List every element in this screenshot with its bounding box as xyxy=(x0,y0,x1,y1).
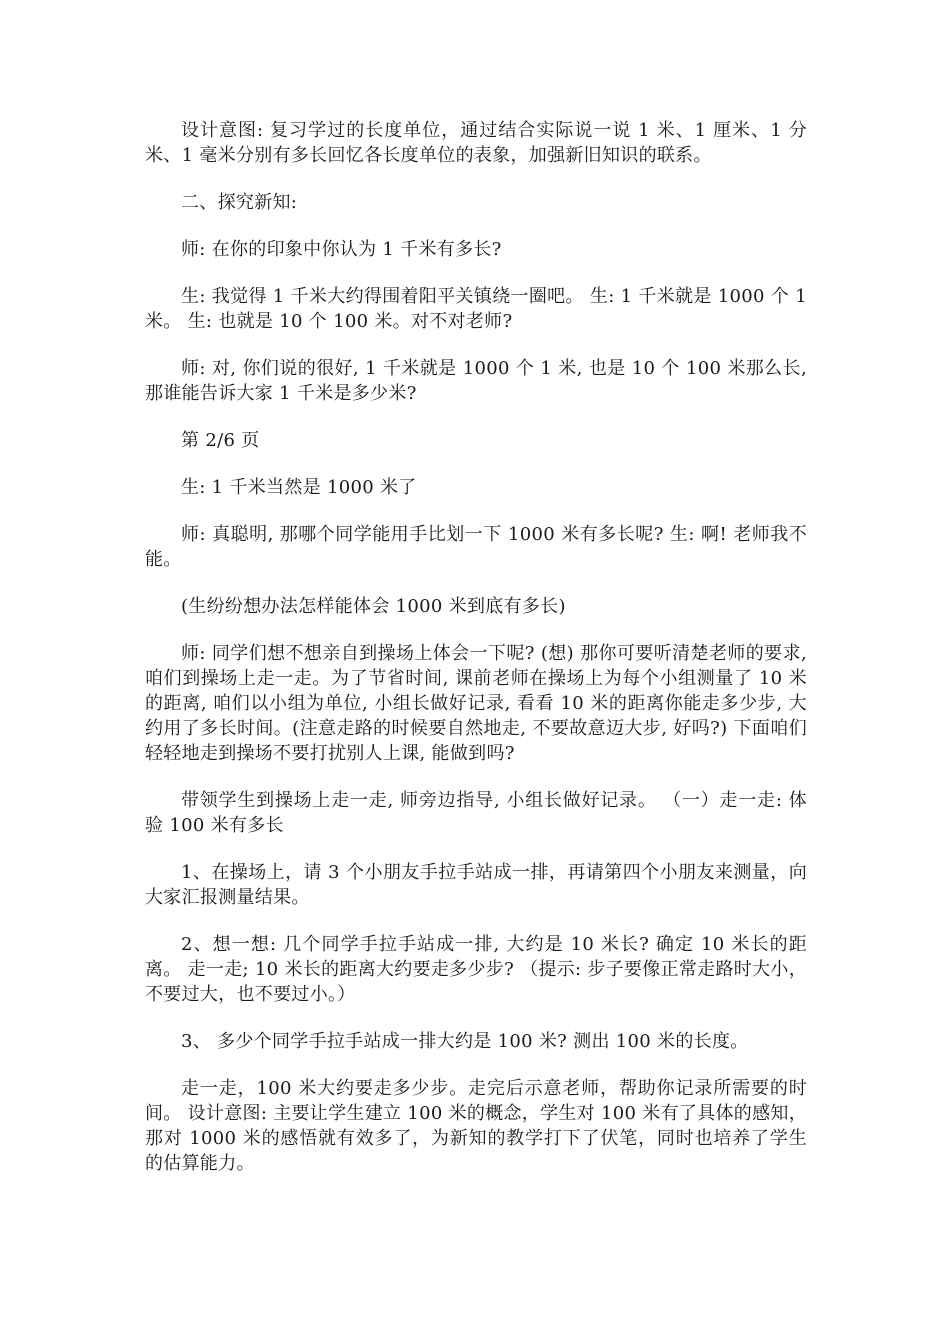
list-item-step-3: 3、 多少个同学手拉手站成一排大约是 100 米? 测出 100 米的长度。 xyxy=(181,1031,749,1052)
paragraph-students-think: (生纷纷想办法怎样能体会 1000 米到底有多长) xyxy=(181,596,566,617)
paragraph-teacher-question: 师: 在你的印象中你认为 1 千米有多长? xyxy=(181,239,502,260)
list-item-step-1: 1、在操场上，请 3 个小朋友手拉手站成一排，再请第四个小朋友来测量，向大家汇报测量结果。 xyxy=(145,862,807,908)
paragraph-lead-students: 带领学生到操场上走一走, 师旁边指导, 小组长做好记录。 （一）走一走: 体验 100 米有多长 xyxy=(145,790,807,836)
document-page xyxy=(145,118,807,1198)
paragraph-design-intent-review: 设计意图: 复习学过的长度单位，通过结合实际说一说 1 米、1 厘米、1 分米、1 毫米分别有多长回忆各长度单位的表象，加强新旧知识的联系。 xyxy=(145,120,807,166)
paragraph-playground-instructions: 师: 同学们想不想亲自到操场上体会一下呢? (想) 那你可要听清楚老师的要求, 咱们到操场上走一走。为了节省时间, 课前老师在操场上为每个小组测量了 10 米的距离, 咱们以小组为单位, 小组长做好记录, 看看 10 米的距离你能走多少步, 大约用了多长时间。(注意走路的时候要自然地走, 不要故意迈大步, 好吗?) 下面咱们轻轻地走到操场不要打扰别人上课, 能做到吗? xyxy=(145,643,807,764)
paragraph-teacher-response: 师: 对, 你们说的很好, 1 千米就是 1000 个 1 米, 也是 10 个 100 米那么长, 那谁能告诉大家 1 千米是多少米? xyxy=(145,358,807,404)
paragraph-teacher-gesture: 师: 真聪明, 那哪个同学能用手比划一下 1000 米有多长呢? 生: 啊! 老师我不能。 xyxy=(145,524,807,570)
page-number-marker: 第 2/6 页 xyxy=(181,430,260,451)
paragraph-walk-design-intent: 走一走，100 米大约要走多少步。走完后示意老师，帮助你记录所需要的时间。 设计意图: 主要让学生建立 100 米的概念，学生对 100 米有了具体的感知，那对 1000 米的感悟就有效多了，为新知的教学打下了伏笔，同时也培养了学生的估算能力。 xyxy=(145,1078,808,1174)
list-item-step-2: 2、想一想: 几个同学手拉手站成一排, 大约是 10 米长? 确定 10 米长的距离。 走一走; 10 米长的距离大约要走多少步? （提示: 步子要像正常走路时大小，不要过大，也不要过小。） xyxy=(145,934,807,1005)
paragraph-student-answers: 生: 我觉得 1 千米大约得围着阳平关镇绕一圈吧。 生: 1 千米就是 1000 个 1 米。 生: 也就是 10 个 100 米。对不对老师? xyxy=(145,286,807,332)
paragraph-student-1000m: 生: 1 千米当然是 1000 米了 xyxy=(181,477,417,498)
section-heading-explore: 二、探究新知: xyxy=(181,192,298,213)
